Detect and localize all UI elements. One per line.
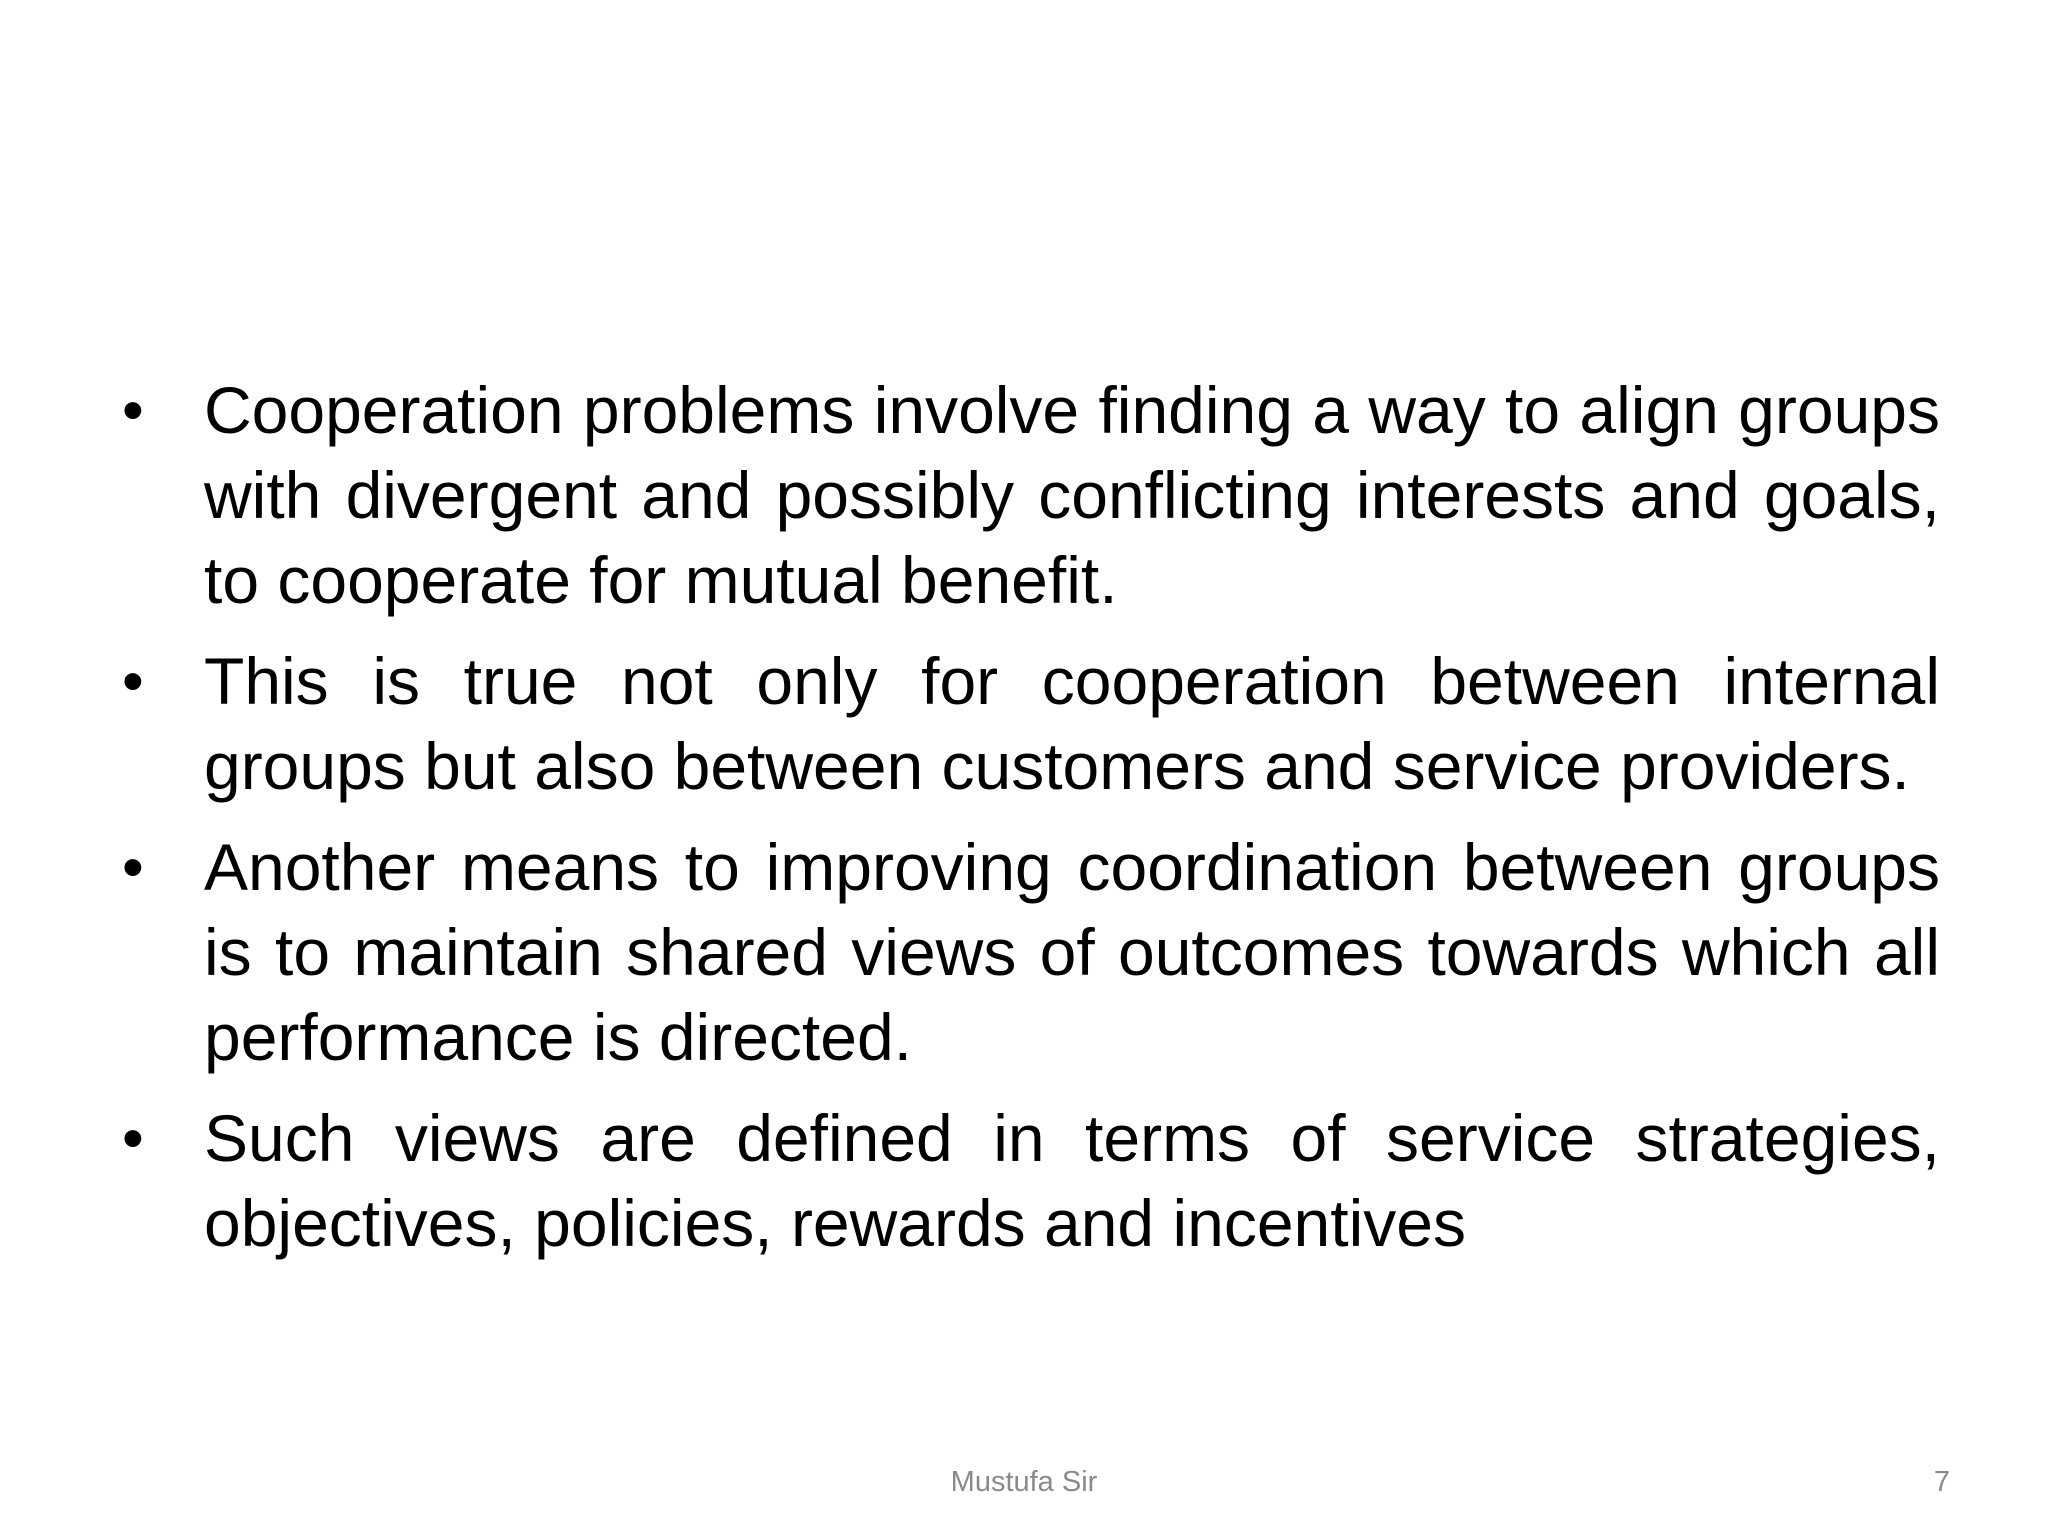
bullet-icon: • bbox=[122, 647, 144, 716]
slide-body bbox=[120, 368, 1940, 1282]
bullet-item bbox=[120, 1096, 1940, 1266]
bullet-text: Another means to improving coordination between groups is to maintain shared views of outcomes towards which all performance is directed. bbox=[204, 830, 1940, 1074]
bullet-text: Cooperation problems involve finding a way to align groups with divergent and possibly conflicting interests and goals, to cooperate for mutual benefit. bbox=[204, 373, 1940, 617]
bullet-text: This is true not only for cooperation between internal groups but also between customers and service providers. bbox=[204, 644, 1940, 803]
page-number: 7 bbox=[1933, 1466, 1950, 1498]
bullet-icon: • bbox=[122, 1104, 144, 1173]
bullet-item bbox=[120, 825, 1940, 1080]
bullet-text: Such views are defined in terms of service strategies, objectives, policies, rewards and incentives bbox=[204, 1101, 1940, 1260]
footer-author: Mustufa Sir bbox=[950, 1466, 1098, 1498]
bullet-list bbox=[120, 368, 1940, 1266]
bullet-icon: • bbox=[122, 833, 144, 902]
bullet-item bbox=[120, 639, 1940, 809]
bullet-item bbox=[120, 368, 1940, 623]
bullet-icon: • bbox=[122, 376, 144, 445]
